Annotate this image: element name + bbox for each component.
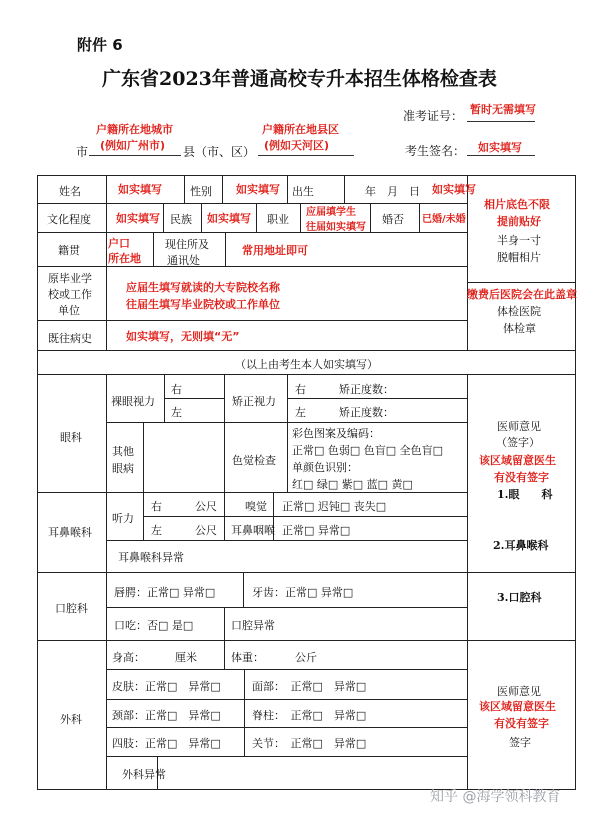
corrected-vision-label: 矫正视力 [232,395,276,408]
county-hint: 户籍所在地县区 [262,123,339,136]
marital-label: 婚否 [382,213,404,226]
single-color-label: 单颜色识别： [292,461,358,474]
signature-hint: 如实填写 [478,141,522,154]
doctor-item-eye: 1.眼 科 [497,488,553,501]
address-label-1: 现住所及 [165,238,209,251]
page-title: 广东省2023年普通高校专升本招生体格检查表 [102,68,497,90]
other-eye-label-2: 眼病 [112,462,134,475]
education-hint: 如实填写 [116,212,160,225]
doctor-item-oral: 3.口腔科 [497,591,542,604]
teeth-status: 牙齿：正常□ 异常□ [252,586,354,599]
birth-date: 年 月 日 [365,185,420,198]
history-hint: 如实填写，无则填“无” [126,330,240,343]
single-color-options: 红□ 绿□ 紫□ 蓝□ 黄□ [292,478,413,491]
doctor-sign-label: （签字） [496,436,540,449]
weight-label: 体重： [231,651,264,664]
naked-vision-label: 裸眼视力 [111,395,155,408]
height-unit: 厘米 [175,651,197,664]
name-hint: 如实填写 [118,183,162,196]
school-hint-2: 往届生填写毕业院校或工作单位 [126,298,280,311]
photo-hint-2: 提前贴好 [497,215,541,228]
ent-section: 耳鼻喉科 [48,526,92,539]
city-label: 市 [76,145,89,159]
throat-label: 耳鼻咽喉 [231,524,275,537]
education-label: 文化程度 [47,213,91,226]
joints-status: 关节： 正常□ 异常□ [252,737,367,750]
doctor-item-ent: 2.耳鼻喉科 [493,539,549,552]
stutter-status: 口吃：否□ 是□ [114,619,194,632]
face-status: 面部： 正常□ 异常□ [252,680,367,693]
hearing-label: 听力 [112,512,134,525]
throat-value: 正常□ 异常□ [282,524,351,537]
city-example: (例如广州市) [100,139,166,152]
birth-label: 出生 [292,185,314,198]
weight-unit: 公斤 [295,651,317,664]
eye-section: 眼科 [60,431,82,444]
left-correction-degree: 左 矫正度数： [295,406,394,419]
photo-label-1: 半身一寸 [497,234,541,247]
history-label: 既往病史 [48,332,92,345]
school-label-3: 单位 [58,304,80,317]
naked-left-label: 左 [171,406,182,419]
height-label: 身高： [112,651,145,664]
birth-hint: 如实填写 [432,183,476,196]
job-label: 职业 [267,213,289,226]
lip-status: 唇腭：正常□ 异常□ [114,586,216,599]
gender-hint: 如实填写 [236,183,280,196]
surgery-abnormal-label: 外科异常 [122,768,166,781]
ent-abnormal-label: 耳鼻喉科异常 [118,551,184,564]
surgery-doctor-hint-1: 该区域留意医生 [479,700,556,713]
native-hint-2: 所在地 [108,252,141,265]
stamp-label-1: 体检医院 [497,305,541,318]
native-label: 籍贯 [58,244,80,257]
surgery-doctor-hint-2: 有没有签字 [494,717,549,730]
skin-status: 皮肤：正常□ 异常□ [112,680,221,693]
city-hint: 户籍所在地城市 [96,123,173,136]
right-ear-hearing: 右 公尺 [151,500,217,513]
right-correction-degree: 右 矫正度数： [295,383,394,396]
other-eye-label-1: 其他 [112,445,134,458]
self-fill-note: （以上由考生本人如实填写） [235,358,378,371]
stamp-label-2: 体检章 [503,322,536,335]
attachment-label: 附件 6 [77,36,123,54]
doctor-sign-hint-1: 该区域留意医生 [479,454,556,467]
ethnic-label: 民族 [170,213,192,226]
school-label-2: 校或工作 [48,288,92,301]
left-ear-hearing: 左 公尺 [151,524,217,537]
name-label: 姓名 [59,185,81,198]
oral-abnormal-label: 口腔异常 [231,619,275,632]
exam-no-label: 准考证号： [403,109,464,123]
county-example: (例如天河区) [264,139,330,152]
job-hint-1: 应届填学生 [306,207,356,218]
county-label: 县（市、区） [183,145,256,159]
gender-label: 性别 [190,185,212,198]
doctor-sign-hint-2: 有没有签字 [494,471,549,484]
photo-label-2: 脱帽相片 [497,251,541,264]
color-pattern-options: 正常□ 色弱□ 色盲□ 全色盲□ [292,444,444,457]
photo-hint-1: 相片底色不限 [484,198,550,211]
doctor-opinion-label: 医师意见 [497,420,541,433]
smell-label: 嗅觉 [245,500,267,513]
watermark: 知乎 @海学领科教育 [430,789,561,805]
surgery-doctor-sign: 签字 [509,736,531,749]
school-hint-1: 应届生填写就读的大专院校名称 [126,281,280,294]
limbs-status: 四肢：正常□ 异常□ [112,737,221,750]
address-hint: 常用地址即可 [242,244,308,257]
surgery-section: 外科 [60,713,82,726]
school-label-1: 原毕业学 [48,272,92,285]
spine-status: 脊柱： 正常□ 异常□ [252,709,367,722]
stamp-hint: 缴费后医院会在此盖章 [467,288,577,301]
oral-section: 口腔科 [55,602,88,615]
color-vision-label: 色觉检查 [232,454,276,467]
marital-hint: 已婚/未婚 [422,214,466,225]
surgery-doctor-opinion: 医师意见 [497,685,541,698]
naked-right-label: 右 [171,383,182,396]
color-pattern-label: 彩色图案及编码： [292,427,380,440]
address-label-2: 通讯处 [167,254,200,267]
smell-value: 正常□ 迟钝□ 丧失□ [282,500,387,513]
native-hint-1: 户口 [108,237,130,250]
signature-label: 考生签名： [405,144,466,158]
ethnic-hint: 如实填写 [207,212,251,225]
neck-status: 颈部：正常□ 异常□ [112,709,221,722]
exam-no-hint: 暂时无需填写 [470,103,536,116]
job-hint-2: 往届如实填写 [306,222,366,233]
